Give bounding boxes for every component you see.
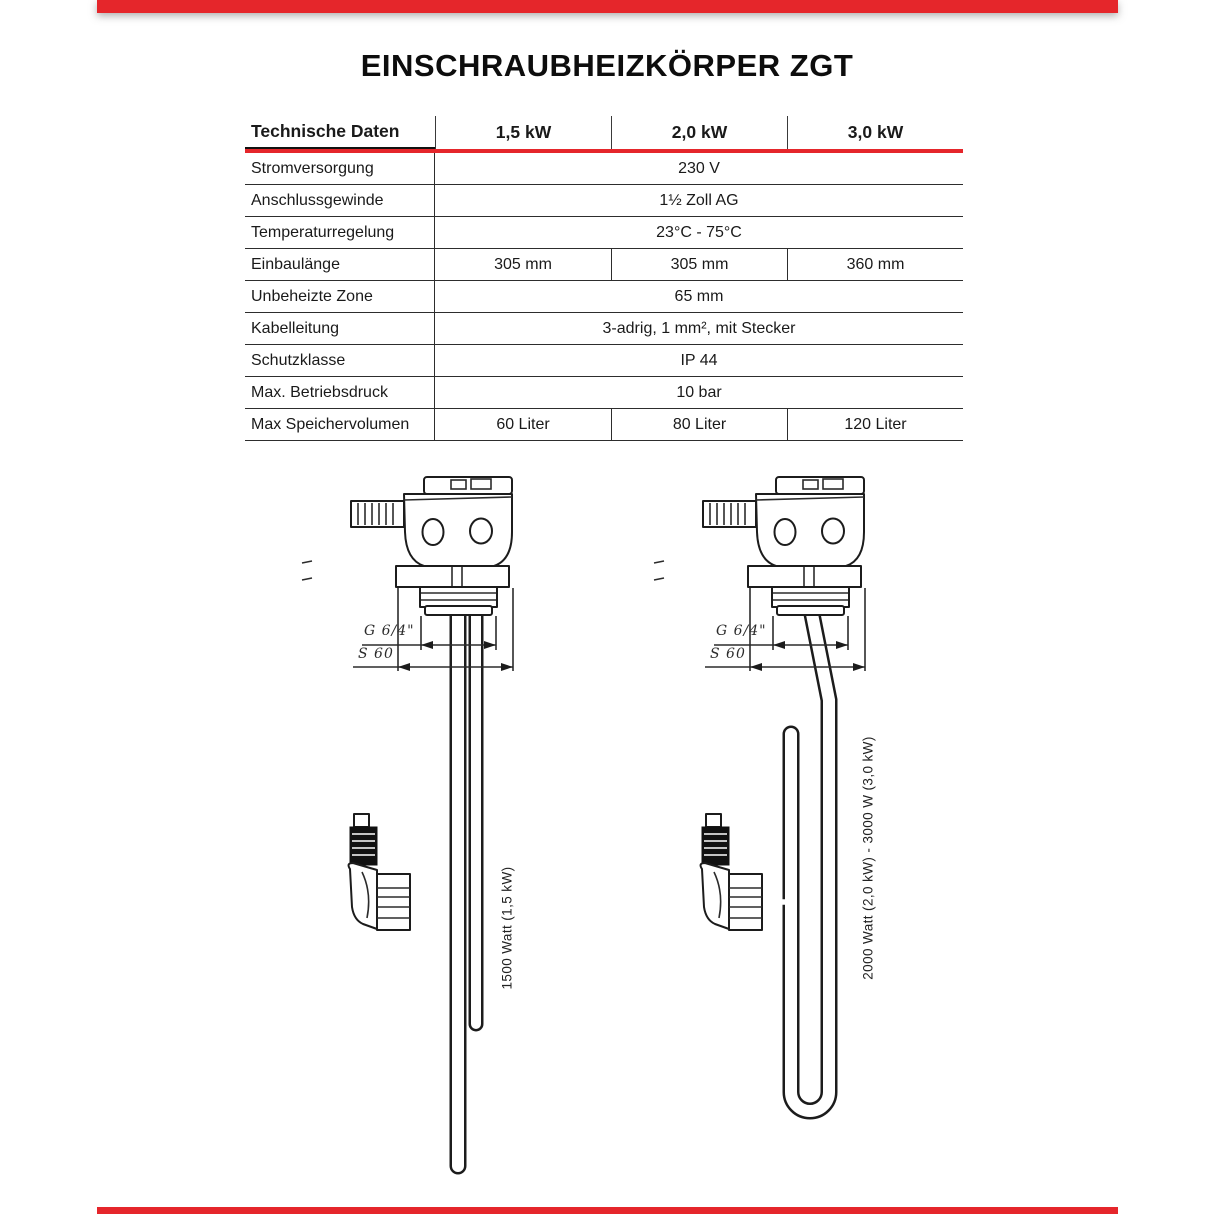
- row-value: 60 Liter: [496, 415, 550, 433]
- row-label: Kabelleitung: [245, 313, 435, 344]
- page-title: EINSCHRAUBHEIZKÖRPER ZGT: [360, 48, 854, 83]
- row-value: 360 mm: [787, 249, 963, 280]
- thread-dim-label-right: G 6/4": [716, 623, 767, 639]
- power-rating-label-right: 2000 Watt (2,0 kW) - 3000 W (3,0 kW): [860, 736, 876, 980]
- row-value: 80 Liter: [611, 409, 787, 440]
- heating-rod-uloop: [791, 604, 829, 1111]
- row-label: Stromversorgung: [245, 153, 435, 184]
- row-value: 120 Liter: [787, 409, 963, 440]
- power-rating-label-left: 1500 Watt (1,5 kW): [499, 866, 515, 990]
- row-value: 23°C - 75°C: [656, 223, 742, 241]
- heating-rod-straight: [458, 600, 476, 1166]
- row-value: 65 mm: [674, 287, 724, 305]
- header-col-1: 1,5 kW: [435, 116, 611, 149]
- row-label: Max Speichervolumen: [245, 409, 435, 440]
- row-label: Temperaturregelung: [245, 217, 435, 248]
- header-col-2: 2,0 kW: [611, 116, 787, 149]
- row-value: 305 mm: [611, 249, 787, 280]
- row-label: Anschlussgewinde: [245, 185, 435, 216]
- wrench-dim-label-left: S 60: [358, 646, 394, 662]
- header-label: Technische Daten: [245, 116, 435, 149]
- row-value: 230 V: [678, 159, 720, 177]
- header-col-3: 3,0 kW: [787, 116, 963, 149]
- row-value: 305 mm: [494, 255, 552, 273]
- row-label: Einbaulänge: [245, 249, 435, 280]
- row-value: 10 bar: [676, 383, 722, 401]
- row-value: 3-adrig, 1 mm², mit Stecker: [602, 319, 796, 337]
- thread-dim-label-left: G 6/4": [364, 623, 415, 639]
- row-value: 1½ Zoll AG: [659, 191, 739, 209]
- wrench-dim-label-right: S 60: [710, 646, 746, 662]
- row-value: IP 44: [680, 351, 718, 369]
- row-label: Unbeheizte Zone: [245, 281, 435, 312]
- row-label: Schutzklasse: [245, 345, 435, 376]
- row-label: Max. Betriebsdruck: [245, 377, 435, 408]
